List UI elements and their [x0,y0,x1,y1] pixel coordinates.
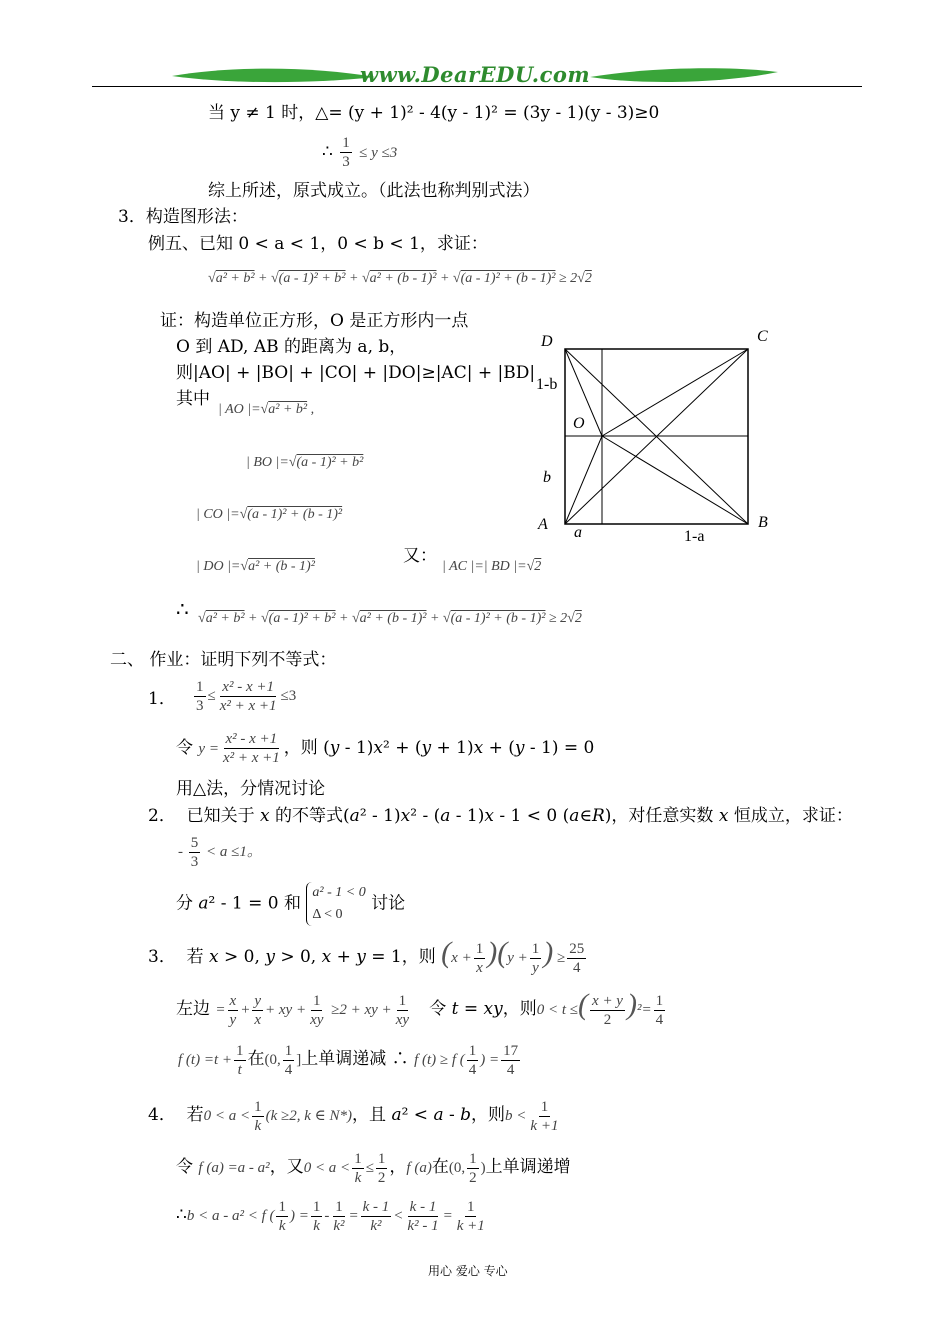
problem-1-hint: 用△法，分情况讨论 [176,779,326,799]
label-b: b [543,469,551,486]
problem-3-line-2: f (t) =t + $\frac{1}{t}$ 在(0, $\frac{1}{4}$ ]上单调递减 ∴ f (t) ≥ f ( $\frac{1}{4}$ ) = $\frac{17}{4}$ [178,1043,519,1078]
unit-square-figure [530,325,780,545]
vertex-a: A [538,516,548,533]
line-discriminant: 当 y ≠ 1 时，△= (y + 1)² - 4(y - 1)² = (3y - 1)(y - 3)≥0 [208,103,660,123]
line-y-range: ∴ $\frac{1}{3}$ ≤ y ≤3 [322,135,398,170]
problem-1-substitution: 令 y = $\frac{\text{x² - x +1}}{\text{x² + x +1}}$ ，则 (y - 1)x² + (y + 1)x + (y - 1) = 0 [176,731,595,766]
ao-length: | AO |=√a² + b² , [218,402,315,417]
proof-qizhong: 其中 [176,389,210,409]
you-label: 又： [403,546,437,566]
point-o: O [573,415,585,432]
section-3-heading: 3．构造图形法： [118,207,248,227]
therefore-formula: ∴ [176,597,189,621]
proof-line-1: 证：构造单位正方形，O 是正方形内一点 [160,311,469,331]
proof-line-4 [176,389,210,409]
proof-line-3: 则|AO| + |BO| + |CO| + |DO|≥|AC| + |BD| [176,363,536,383]
problem-4: 4． 若0 < a < $\frac{1}{k}$ (k ≥2, k ∈ N*)，且 a² < a - b，则b < $\frac{1}{k +1}$ [148,1099,559,1134]
bo-length: | BO |=√(a - 1)² + b² [246,455,364,470]
header-rule [92,86,862,87]
label-a: a [574,524,582,541]
label-1-minus-a: 1-a [684,528,705,545]
do-length: | DO |=√a² + (b - 1)² [196,559,315,574]
line-conclusion: 综上所述，原式成立。（此法也称判别式法） [208,181,540,201]
problem-4-line-1: 令 f (a) =a - a²，又0 < a < $\frac{1}{k}$ ≤ $\frac{1}{2}$ ，f (a)在(0, $\frac{1}{2}$ )上单调递增 [176,1151,571,1186]
therefore-symbol: ∴ [322,142,333,162]
co-length: | CO |=√(a - 1)² + (b - 1)² [196,507,343,522]
problem-2-result: - $\frac{5}{3}$ < a ≤1。 [178,835,262,870]
site-logo-text: www.DearEDU.com [360,62,591,87]
label-1-minus-b: 1-b [536,376,558,393]
problem-4-line-2: ∴b < a - a² < f ( $\frac{1}{k}$ ) = $\frac{1}{k}$ - $\frac{1}{\text{k²}}$ = $\frac{k - 1}{\text{k²}}$ < $\frac{k - 1}{\text{k² - 1}}$ = $\frac{1}{k +1}$ [176,1199,485,1234]
ac-bd-length: | AC |=| BD |=√2 [442,559,542,574]
problem-2-hint: 分 a² - 1 = 0 和 a² - 1 < 0 Δ < 0 讨论 [176,882,405,926]
problem-3-line-1: 左边 = $\frac{x}{y}$ + $\frac{y}{x}$ + xy + $\frac{1}{xy}$ ≥2 + xy + $\frac{1}{xy}$ 令 t = xy，则0 < t ≤( $\frac{x + y}{2}$ )²= $\frac{1}{4}$ [176,988,664,1029]
vertex-b: B [758,514,768,531]
footer-text: 用心 爱心 专心 [428,1264,508,1278]
therefore-formula-body: √a² + b² + √(a - 1)² + b² + √a² + (b - 1)² + √(a - 1)² + (b - 1)² ≥ 2√2 [198,611,582,626]
example-5-formula: √a² + b² + √(a - 1)² + b² + √a² + (b - 1)² + √(a - 1)² + (b - 1)² ≥ 2√2 [208,271,592,286]
problem-2: 2． 已知关于 x 的不等式(a² - 1)x² - (a - 1)x - 1 < 0 (a∈R)，对任意实数 x 恒成立，求证： [148,806,853,826]
homework-heading: 二、 作业：证明下列不等式： [110,650,337,670]
problem-1-inequality: $\frac{1}{3}$ ≤ $\frac{\text{x² - x +1}}{\text{x² + x +1}}$ ≤3 [196,679,297,714]
problem-3: 3． 若 x > 0, y > 0, x + y = 1，则 (x + $\frac{1}{x}$ )(y + $\frac{1}{y}$ ) ≥ $\frac{25}{4}$ [148,936,585,977]
problem-1-number: 1． [148,689,176,709]
vertex-c: C [757,328,768,345]
proof-line-2: O 到 AD, AB 的距离为 a, b， [176,337,407,357]
vertex-d: D [541,333,553,350]
example-5: 例五、已知 0 < a < 1，0 < b < 1，求证： [148,234,488,254]
